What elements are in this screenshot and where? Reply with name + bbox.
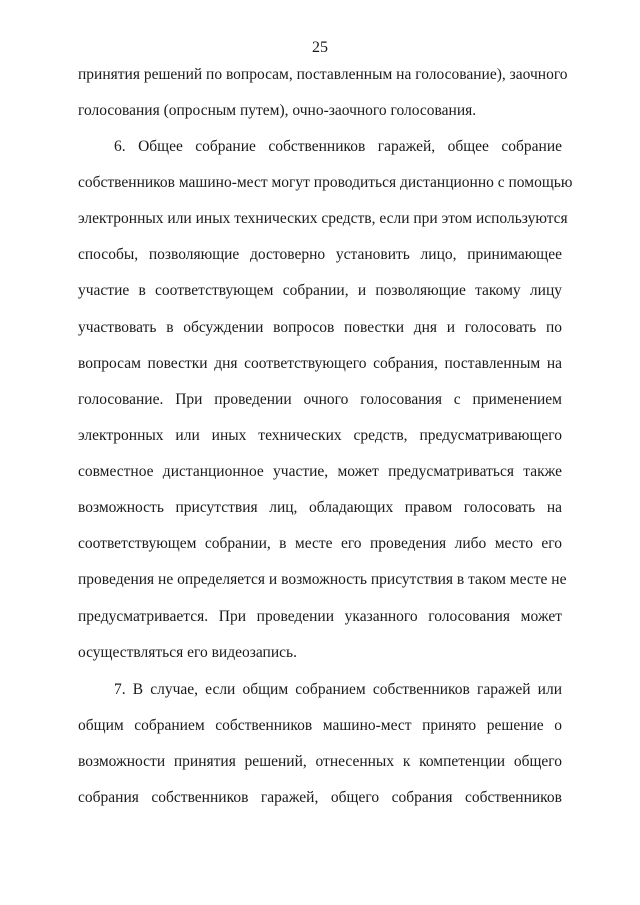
text-line: электронных или иных технических средств, если при этом используются [78, 210, 568, 227]
text-line: способы, позволяющие достоверно установить лицо, принимающее [78, 246, 562, 263]
text-line: голосование. При проведении очного голосования с применением [78, 391, 562, 408]
text-line: предусматривается. При проведении указанного голосования может [78, 608, 562, 625]
text-line: проведения не определяется и возможность присутствия в таком месте не [78, 571, 567, 588]
text-line: 7. В случае, если общим собранием собственников гаражей или [114, 681, 562, 698]
text-line: участие в соответствующем собрании, и позволяющие такому лицу [78, 282, 562, 299]
text-line: возможности принятия решений, отнесенных к компетенции общего [78, 753, 562, 770]
text-line: собственников машино-мест могут проводиться дистанционно с помощью [78, 174, 573, 191]
text-line: возможность присутствия лиц, обладающих правом голосовать на [78, 499, 562, 516]
text-line: 6. Общее собрание собственников гаражей, общее собрание [114, 138, 562, 155]
text-line: электронных или иных технических средств, предусматривающего [78, 427, 562, 444]
text-line: участвовать в обсуждении вопросов повестки дня и голосовать по [78, 319, 562, 336]
text-line: собрания собственников гаражей, общего собрания собственников [78, 789, 562, 806]
text-line: соответствующем собрании, в месте его проведения либо место его [78, 535, 562, 552]
text-line: осуществляться его видеозапись. [78, 644, 297, 661]
text-line: голосования (опросным путем), очно-заочного голосования. [78, 102, 477, 119]
text-line: принятия решений по вопросам, поставленным на голосование), заочного [78, 66, 568, 83]
page-number: 25 [312, 39, 328, 56]
text-line: вопросам повестки дня соответствующего собрания, поставленным на [78, 355, 562, 372]
text-line: совместное дистанционное участие, может предусматриваться также [78, 463, 562, 480]
text-line: общим собранием собственников машино-мест принято решение о [78, 717, 562, 734]
